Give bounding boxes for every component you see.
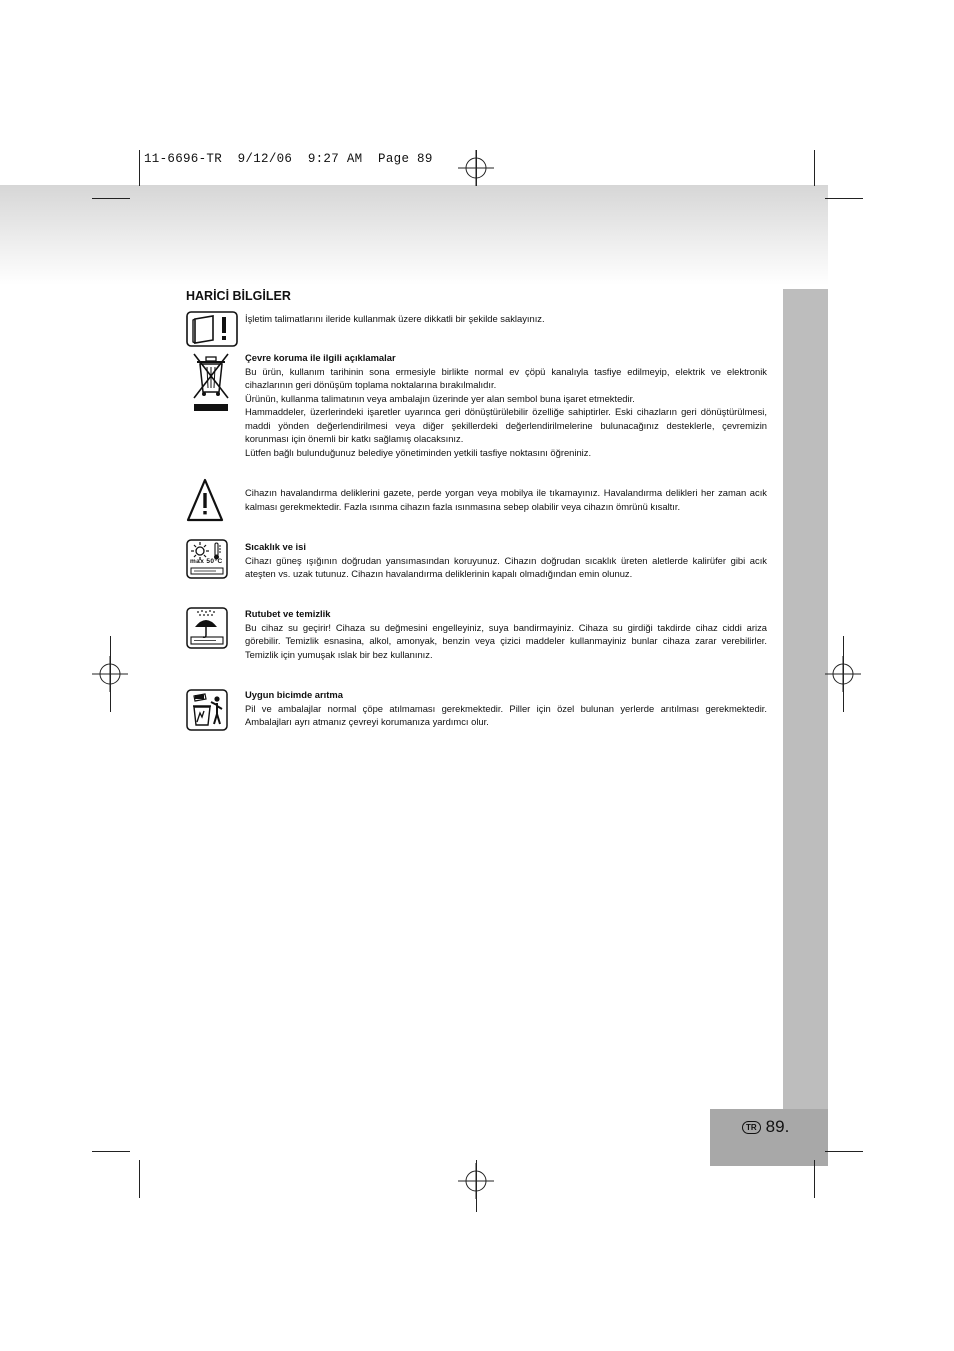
side-strip xyxy=(783,289,828,1109)
paragraph: Pil ve ambalajlar normal çöpe atılmaması gerekmektedir. Piller için özel bulunan yerlerde arıtılması gerekmektedir. Ambalajları ayrı atmanız çevreyi korumanıza yardımcı olur. xyxy=(245,702,767,727)
warning-triangle-icon xyxy=(186,478,224,522)
page-number xyxy=(742,1117,789,1137)
paragraph: Cihazın havalandırma deliklerini gazete, perde yorgan veya mobilya ile tıkamayınız. Havalandırma delikleri her zaman acık kalması gerekmektedir. Fazla ısınma cihazın fazla ısınmasına sebep olabilir veya cihazın ömrünü kısaltır. xyxy=(245,487,767,512)
section-storage xyxy=(245,312,767,326)
paragraph: Cihazı güneş ışığının doğrudan yansımasından koruyunuz. Cihazın doğrudan sıcaklık üreten aletlerde kalirüfer gibi acık ateşten vs. uzak tutunuz. Cihazın havalandırma deliklerinin kapalı olmadığından emin olunuz. xyxy=(245,554,767,579)
registration-mark xyxy=(458,1163,494,1199)
section-subheading: Çevre koruma ile ilgili açıklamalar xyxy=(245,352,396,363)
paragraph: İşletim talimatlarını ileride kullanmak üzere dikkatli bir şekilde saklayınız. xyxy=(245,313,545,324)
disposal-icon xyxy=(186,689,228,731)
section-environment xyxy=(245,351,767,459)
crop-mark xyxy=(139,150,140,186)
section-temperature xyxy=(245,540,767,581)
paragraph: Bu cihaz su geçirir! Cihaza su değmesini engelleyiniz, suya bandirmayiniz. Cihaza su girdiği takdirde cihaz ciddi ariza görebilir. Temizlik esnasina, alkol, amonyak, benzin veya çizici maddeler kullanmayiniz bunlar cihaza zarar verebilirler. Temizlik için yumuşak ıslak bir bez kullanınız. xyxy=(245,621,767,660)
paragraph: Hammaddeler, üzerlerindeki işaretler uyarınca geri dönüştürülebilir özelliğe sahiptirler. Eski cihazların geri dönüştürülmesi, maddi yönden değerlendirilmesi veya diğer şekillerdeki değerlendirilmelerine bulunacağınız desteklerle, çevremizin korunması için önemli bir katkı sağlamış olacaksınız. xyxy=(245,406,767,444)
section-disposal xyxy=(245,688,767,729)
paragraph: Bu ürün, kullanım tarihinin sona ermesiyle birlikte normal ev çöpü kanalıyla tasfiye edilmeyip, elektrik ve elektronik cihazlarının geri dönüşüm toplama noktalarına bırakılmalıdır. xyxy=(245,365,767,390)
print-slug: 11-6696-TR 9/12/06 9:27 AM Page 89 xyxy=(144,152,433,166)
section-moisture xyxy=(245,607,767,661)
temperature-icon xyxy=(186,539,228,579)
paragraph: Ürünün, kullanma talimatının veya ambalajın üzerinde yer alan sembol buna işaret etmektedir. xyxy=(245,392,635,404)
paragraph: Lütfen bağlı bulunduğunuz belediye yönetiminden yetkili tasfiye noktasını öğreniniz. xyxy=(245,446,592,458)
crop-mark xyxy=(825,198,863,199)
crop-mark xyxy=(92,198,130,199)
registration-mark xyxy=(825,656,861,692)
section-subheading: Rutubet ve temizlik xyxy=(245,608,331,619)
page-number-text: 89. xyxy=(765,1117,790,1136)
crop-mark xyxy=(825,1151,863,1152)
page-title: HARİCİ BİLGİLER xyxy=(186,289,291,303)
crop-mark xyxy=(814,150,815,186)
crop-mark xyxy=(92,1151,130,1152)
section-subheading: Sıcaklık ve isi xyxy=(245,541,306,552)
crossed-bin-icon xyxy=(190,350,232,412)
registration-mark xyxy=(92,656,128,692)
umbrella-rain-icon xyxy=(186,607,228,649)
header-band xyxy=(0,185,828,285)
crop-mark xyxy=(814,1160,815,1198)
manual-warning-icon xyxy=(186,311,238,347)
section-ventilation xyxy=(245,486,767,513)
registration-mark xyxy=(458,150,494,186)
section-subheading: Uygun bicimde arıtma xyxy=(245,689,343,700)
crop-mark xyxy=(139,1160,140,1198)
temperature-icon-label: max 50°C xyxy=(190,558,223,565)
language-badge: TR xyxy=(742,1121,761,1134)
